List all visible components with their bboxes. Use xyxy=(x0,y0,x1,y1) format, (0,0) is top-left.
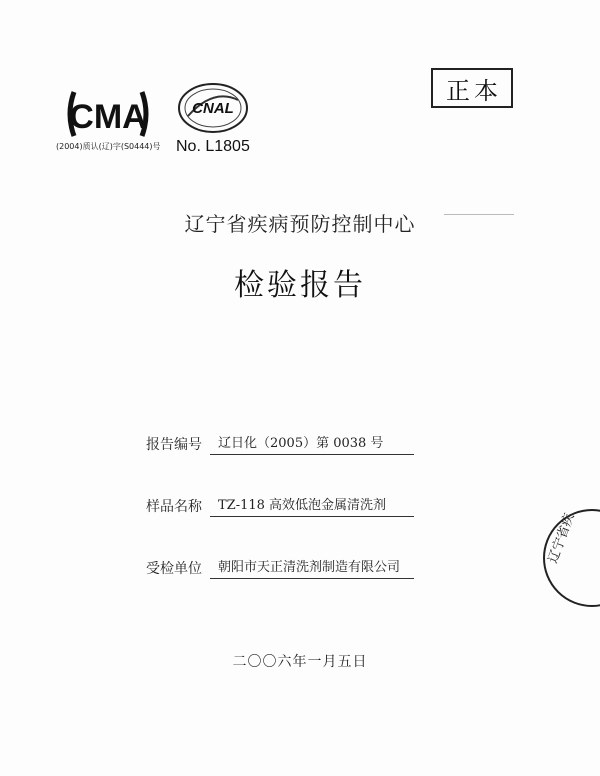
organization-name: 辽宁省疾病预防控制中心 xyxy=(184,212,416,236)
report-date: 二〇〇六年一月五日 xyxy=(232,654,368,670)
official-seal xyxy=(534,506,600,610)
cma-logo xyxy=(64,88,152,140)
seal-text: 辽宁省疾 xyxy=(545,511,578,566)
certificate-number: No. L1805 xyxy=(176,138,250,155)
inspected-unit-value: 朝阳市天正清洗剂制造有限公司 xyxy=(210,556,414,579)
cma-logo-text: CMA xyxy=(69,98,147,136)
cma-certificate-caption: (2004)质认(辽)字(S0444)号 xyxy=(56,142,161,151)
original-copy-stamp xyxy=(431,68,513,108)
cnal-logo-text: CNAL xyxy=(192,100,234,117)
report-title: 检验报告 xyxy=(234,268,366,303)
report-number-value: 辽日化（2005）第 0038 号 xyxy=(210,432,414,455)
report-number-label: 报告编号 xyxy=(146,437,202,453)
sample-name-value: TZ-118 高效低泡金属清洗剂 xyxy=(210,494,414,517)
original-copy-stamp-text: 正本 xyxy=(446,76,502,105)
sample-name-label: 样品名称 xyxy=(146,499,202,515)
cnal-logo xyxy=(174,78,252,138)
inspected-unit-label: 受检单位 xyxy=(146,561,202,577)
